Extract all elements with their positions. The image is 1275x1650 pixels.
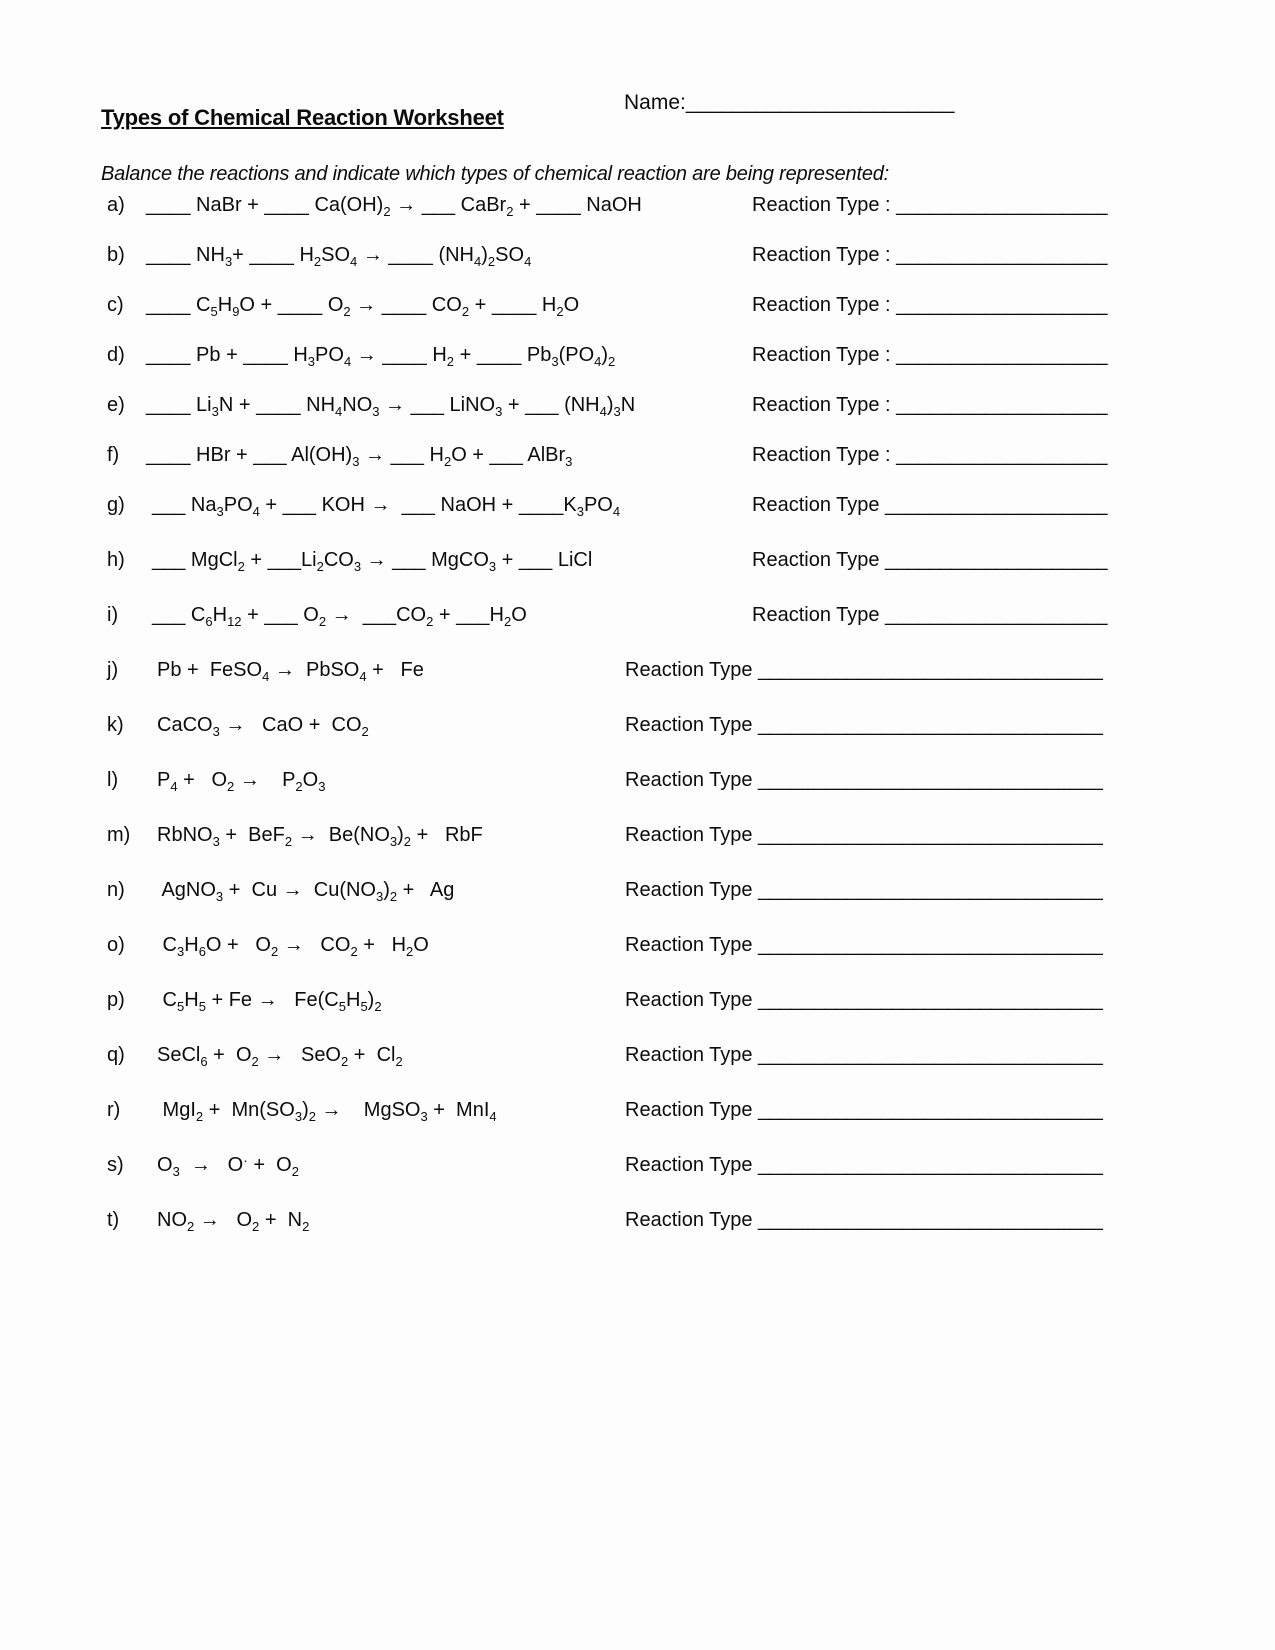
reaction-type-label: Reaction Type :: [752, 294, 897, 316]
row-label: q): [107, 1044, 125, 1066]
reaction-type-answer-line[interactable]: _______________________________: [758, 1099, 1103, 1121]
reaction-row-a: [0, 194, 1275, 224]
row-label: m): [107, 824, 131, 846]
reaction-type: [625, 934, 1103, 957]
equation: ___ $C_6H_{12}$ + ___ $O_2$ → $\_\_\_CO_2$ + $\_\_\_H_2O$: [152, 604, 527, 629]
reaction-row-r: [0, 1099, 1275, 1129]
equation: Pb + FeSO$_4$ → PbSO$_4$ + Fe: [157, 659, 424, 684]
reaction-type: [625, 824, 1103, 847]
reaction-row-g: [0, 494, 1275, 524]
reaction-type-answer-line[interactable]: ___________________: [896, 394, 1108, 416]
reaction-type: [625, 1044, 1103, 1067]
reaction-row-s: [0, 1154, 1275, 1184]
reaction-type: [752, 444, 1108, 467]
row-label: t): [107, 1209, 120, 1231]
row-label: j): [107, 659, 119, 681]
reaction-type-label: Reaction Type :: [752, 394, 897, 416]
row-label: a): [107, 194, 125, 216]
row-label: b): [107, 244, 125, 266]
equation: $MgI_2 + Mn(SO_3)_2$ → MgSO$_3$ + MnI$_4$: [157, 1099, 497, 1124]
equation: ____ $NH_3+$ ____ $H_2SO_4$ → ____ $(NH_4)_2SO_4$: [146, 244, 532, 269]
reaction-type-label: Reaction Type: [752, 549, 886, 571]
reaction-type-answer-line[interactable]: ____________________: [885, 549, 1108, 571]
reaction-row-p: [0, 989, 1275, 1019]
reaction-type: [625, 879, 1103, 902]
row-label: s): [107, 1154, 124, 1176]
row-label: d): [107, 344, 125, 366]
equation: $C_5H_5 + Fe \to Fe(C_5H_5)_2$: [157, 989, 382, 1014]
reaction-type-label: Reaction Type: [625, 1209, 759, 1231]
reaction-type: [752, 294, 1108, 317]
row-label: r): [107, 1099, 121, 1121]
reaction-type-answer-line[interactable]: _______________________________: [758, 714, 1103, 736]
equation: ___ $Na_3PO_4$ + ___ KOH → ___ NaOH + $\_\_\_\_K_3PO_4$: [152, 494, 621, 519]
reaction-type-label: Reaction Type: [625, 989, 759, 1011]
reaction-type: [752, 344, 1108, 367]
reaction-type-label: Reaction Type: [625, 1099, 759, 1121]
name-label: Name:: [624, 91, 686, 114]
reaction-type-answer-line[interactable]: ___________________: [896, 294, 1108, 316]
equation: ____ Pb + ____ $H_3PO_4$ → ____ $H_2$ + ____ $Pb_3(PO_4)_2$: [146, 344, 616, 369]
reaction-type-label: Reaction Type: [752, 494, 886, 516]
reaction-type-answer-line[interactable]: _______________________________: [758, 1154, 1103, 1176]
reaction-type-answer-line[interactable]: _______________________________: [758, 659, 1103, 681]
reaction-type-answer-line[interactable]: ___________________: [896, 444, 1108, 466]
equation: RbNO$_3$ + $BeF_2 \to Be(NO_3)_2$ + RbF: [157, 824, 483, 849]
reaction-type-answer-line[interactable]: _______________________________: [758, 824, 1103, 846]
reaction-type: [752, 194, 1108, 217]
reaction-row-j: [0, 659, 1275, 689]
reaction-type-answer-line[interactable]: _______________________________: [758, 879, 1103, 901]
name-answer-line[interactable]: _______________________: [685, 91, 955, 114]
equation: $NO_2 \to O_2 + N_2$: [157, 1209, 310, 1234]
equation: ____ $C_5H_9O$ + ____ $O_2$ → ____ $CO_2$ + ____ $H_2O$: [146, 294, 580, 319]
row-label: e): [107, 394, 125, 416]
equation: SeCl$_6$ + $O_2 \to SeO_2 + Cl_2$: [157, 1044, 403, 1069]
row-label: o): [107, 934, 125, 956]
reaction-type: [625, 1154, 1103, 1177]
reaction-type-answer-line[interactable]: ____________________: [885, 604, 1108, 626]
equation: AgNO$_3$ + $Cu \to Cu(NO_3)_2 + Ag$: [157, 879, 455, 904]
reaction-row-b: [0, 244, 1275, 274]
reaction-type-label: Reaction Type: [625, 824, 759, 846]
reaction-type: [625, 659, 1103, 682]
reaction-row-d: [0, 344, 1275, 374]
reaction-row-l: [0, 769, 1275, 799]
row-label: l): [107, 769, 119, 791]
reaction-type-label: Reaction Type: [625, 659, 759, 681]
row-label: g): [107, 494, 125, 516]
equation: ____ NaBr + ____ $Ca(OH)_2$ → ___ CaBr$_2$ + ____ NaOH: [146, 194, 642, 219]
reaction-type: [752, 549, 1108, 572]
reaction-type-answer-line[interactable]: ____________________: [885, 494, 1108, 516]
reaction-type-label: Reaction Type :: [752, 444, 897, 466]
reaction-type-answer-line[interactable]: ___________________: [896, 344, 1108, 366]
reaction-row-m: [0, 824, 1275, 854]
reaction-type: [752, 604, 1108, 627]
reaction-type: [625, 1099, 1103, 1122]
reaction-type: [752, 494, 1108, 517]
row-label: i): [107, 604, 119, 626]
reaction-type-label: Reaction Type: [625, 879, 759, 901]
reaction-type-label: Reaction Type: [625, 769, 759, 791]
reaction-type: [752, 394, 1108, 417]
reaction-type-label: Reaction Type: [752, 604, 886, 626]
equation: ___ MgCl$_2$ + $\_\_\_Li_2CO_3$ → ___ MgCO$_3$ + ___ LiCl: [152, 549, 593, 574]
equation: ____ HBr + ___ $Al(OH)_3$ → ___ $H_2O$ + ___ AlBr$_3$: [146, 444, 573, 469]
reaction-type: [752, 244, 1108, 267]
reaction-type-answer-line[interactable]: _______________________________: [758, 769, 1103, 791]
reaction-type-answer-line[interactable]: _______________________________: [758, 934, 1103, 956]
page-title: Types of Chemical Reaction Worksheet: [101, 104, 504, 130]
reaction-type: [625, 769, 1103, 792]
reaction-type-label: Reaction Type :: [752, 244, 897, 266]
reaction-type-label: Reaction Type :: [752, 194, 897, 216]
equation: CaCO$_3$ → CaO + $CO_2$: [157, 714, 369, 739]
reaction-type: [625, 714, 1103, 737]
equation: $P_4 + O_2$ → $P_2O_3$: [157, 769, 326, 794]
reaction-row-n: [0, 879, 1275, 909]
reaction-row-e: [0, 394, 1275, 424]
reaction-row-c: [0, 294, 1275, 324]
reaction-type-answer-line[interactable]: _______________________________: [758, 1044, 1103, 1066]
reaction-type-label: Reaction Type: [625, 1154, 759, 1176]
reaction-type-answer-line[interactable]: _______________________________: [758, 1209, 1103, 1231]
reaction-row-h: [0, 549, 1275, 579]
reaction-type: [625, 1209, 1103, 1232]
reaction-row-t: [0, 1209, 1275, 1239]
reaction-type-label: Reaction Type: [625, 1044, 759, 1066]
reaction-type-label: Reaction Type :: [752, 344, 897, 366]
reaction-type-label: Reaction Type: [625, 934, 759, 956]
equation: ____ $Li_3N$ + ____ $NH_4NO_3$ → ___ LiNO$_3$ + ___ $(NH_4)_3N$: [146, 394, 636, 419]
reaction-row-i: [0, 604, 1275, 634]
row-label: f): [107, 444, 120, 466]
reaction-row-q: [0, 1044, 1275, 1074]
row-label: h): [107, 549, 125, 571]
reaction-row-f: [0, 444, 1275, 474]
reaction-type-answer-line[interactable]: _______________________________: [758, 989, 1103, 1011]
reaction-type-answer-line[interactable]: ___________________: [896, 194, 1108, 216]
row-label: p): [107, 989, 125, 1011]
row-label: n): [107, 879, 125, 901]
reaction-row-o: [0, 934, 1275, 964]
equation: $C_3H_6O + O_2 \to CO_2 + H_2O$: [157, 934, 429, 959]
row-label: c): [107, 294, 124, 316]
reaction-row-k: [0, 714, 1275, 744]
reaction-type: [625, 989, 1103, 1012]
reaction-type-answer-line[interactable]: ___________________: [896, 244, 1108, 266]
name-field: [624, 91, 954, 115]
instructions: Balance the reactions and indicate which types of chemical reaction are being represented:: [101, 163, 890, 185]
equation: $O_3 \to O^\cdot + O_2$: [157, 1152, 299, 1179]
reaction-type-label: Reaction Type: [625, 714, 759, 736]
row-label: k): [107, 714, 124, 736]
worksheet-rows: [0, 194, 1275, 1264]
